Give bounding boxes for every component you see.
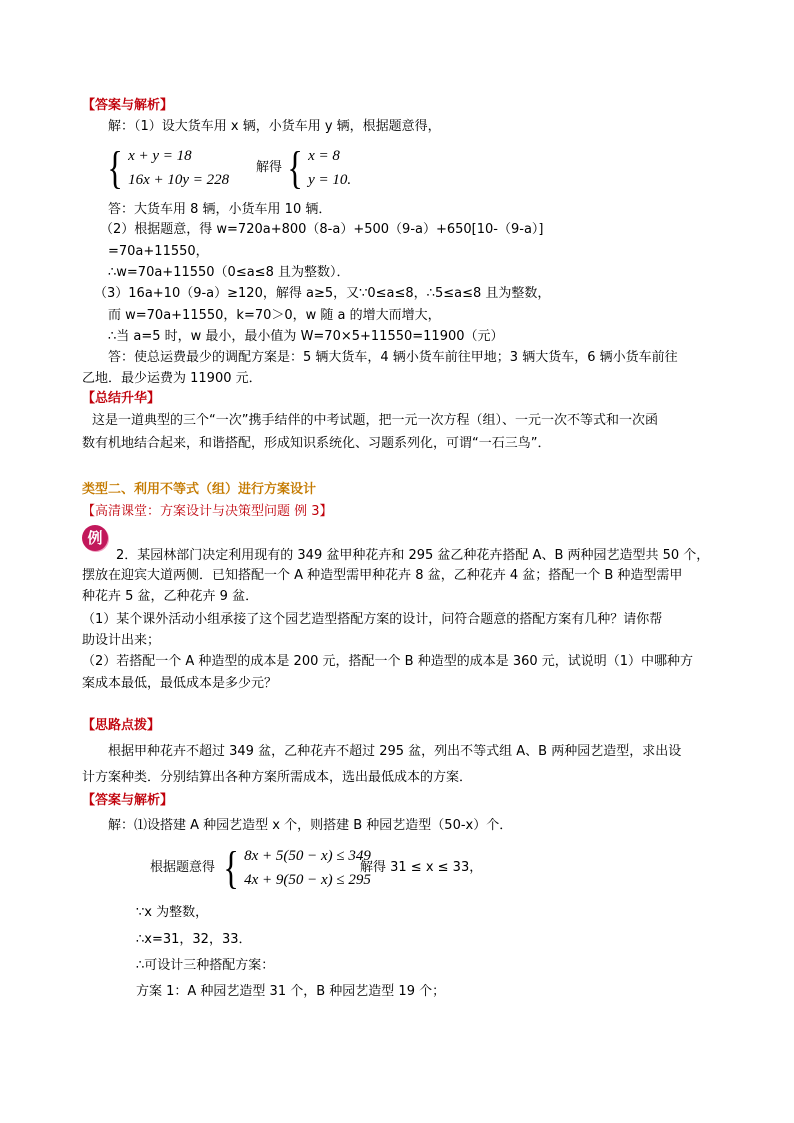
- left-brace-icon: {: [287, 142, 303, 193]
- summary-line: 这是一道典型的三个“一次”携手结伴的中考试题，把一元一次方程（组）、一元一次不等式和一次函: [92, 413, 658, 428]
- solution-line: y = 10.: [308, 172, 352, 188]
- part2-line: =70a+11550，: [108, 244, 209, 259]
- section-title: 类型二、利用不等式（组）进行方案设计: [82, 482, 317, 497]
- system-lead: 根据题意得: [150, 860, 216, 875]
- question-part2-line: （2）若搭配一个 A 种造型的成本是 200 元，搭配一个 B 种造型的成本是 360 元，试说明（1）中哪种方: [82, 654, 694, 669]
- inequality-line: 4x + 9(50 − x) ≤ 295: [244, 872, 371, 888]
- answer-analysis-tag-1: 【答案与解析】: [82, 98, 174, 113]
- solution-intro-line: 解：⑴设搭建 A 种园艺造型 x 个，则搭建 B 种园艺造型（50-x）个．: [108, 818, 513, 833]
- summary-tag: 【总结升华】: [82, 391, 161, 406]
- question-part2-line: 案成本最低，最低成本是多少元？: [82, 676, 278, 691]
- solution-system-1: [284, 144, 351, 192]
- question-line: 摆放在迎宾大道两侧．已知搭配一个 A 种造型需甲种花卉 8 盆，乙种花卉 4 盆；搭配一个 B 种造型需甲: [82, 568, 683, 583]
- example-badge-icon: 例: [82, 525, 108, 551]
- question-line: 2．某园林部门决定利用现有的 349 盆甲种花卉和 295 盆乙种花卉搭配 A、B 两种园艺造型共 50 个，: [116, 548, 710, 563]
- hint-line: 根据甲种花卉不超过 349 盆，乙种花卉不超过 295 盆，列出不等式组 A、B 两种园艺造型，求出设: [108, 744, 682, 759]
- left-brace-icon: {: [223, 842, 239, 893]
- answer-line: 答：大货车用 8 辆，小货车用 10 辆．: [108, 202, 332, 217]
- part3-line: 答：使总运费最少的调配方案是：5 辆大货车，4 辆小货车前往甲地；3 辆大货车，6 辆小货车前往: [108, 350, 678, 365]
- solution-intro-line: 解：（1）设大货车用 x 辆，小货车用 y 辆，根据题意得，: [108, 119, 441, 134]
- hd-class-tag: 【高清课堂：方案设计与决策型问题 例 3】: [82, 504, 333, 519]
- solve-label: 解得: [256, 160, 283, 175]
- plan-line: 方案 1：A 种园艺造型 31 个，B 种园艺造型 19 个；: [136, 984, 446, 999]
- part2-line: ∴w=70a+11550（0≤a≤8 且为整数）．: [108, 265, 350, 280]
- solution-line: ∴x=31，32，33．: [136, 932, 252, 947]
- part3-line: （3）16a+10（9-a）≥120，解得 a≥5，又∵0≤a≤8，∴5≤a≤8 且为整数，: [94, 286, 551, 301]
- equation-system-1: [104, 144, 229, 192]
- left-brace-icon: {: [107, 142, 123, 193]
- part3-line: 乙地．最少运费为 11900 元．: [82, 371, 262, 386]
- question-part1-line: 助设计出来；: [82, 633, 161, 648]
- inequality-system: [220, 844, 371, 892]
- question-line: 种花卉 5 盆，乙种花卉 9 盆．: [82, 589, 259, 604]
- inequality-line: 8x + 5(50 − x) ≤ 349: [244, 848, 371, 864]
- equation-line: 16x + 10y = 228: [128, 172, 230, 188]
- solution-line: ∴可设计三种搭配方案：: [136, 958, 275, 973]
- equation-line: x + y = 18: [128, 148, 192, 164]
- part2-line: （2）根据题意，得 w=720a+800（8-a）+500（9-a）+650[10-（9-a）]: [100, 222, 544, 237]
- solution-line: x = 8: [308, 148, 340, 164]
- summary-line: 数有机地结合起来，和谐搭配，形成知识系统化、习题系列化，可谓“一石三鸟”．: [82, 436, 551, 451]
- part3-line: 而 w=70a+11550，k=70＞0，w 随 a 的增大而增大，: [108, 308, 441, 323]
- part3-line: ∴当 a=5 时，w 最小，最小值为 W=70×5+11550=11900（元）: [108, 329, 504, 344]
- hint-tag: 【思路点拨】: [82, 718, 161, 733]
- hint-line: 计方案种类．分别结算出各种方案所需成本，选出最低成本的方案．: [82, 770, 473, 785]
- inequality-result: 解得 31 ≤ x ≤ 33，: [360, 860, 483, 875]
- question-part1-line: （1）某个课外活动小组承接了这个园艺造型搭配方案的设计，问符合题意的搭配方案有几种？请你帮: [82, 612, 663, 627]
- answer-analysis-tag-2: 【答案与解析】: [82, 793, 174, 808]
- solution-line: ∵x 为整数，: [136, 905, 209, 920]
